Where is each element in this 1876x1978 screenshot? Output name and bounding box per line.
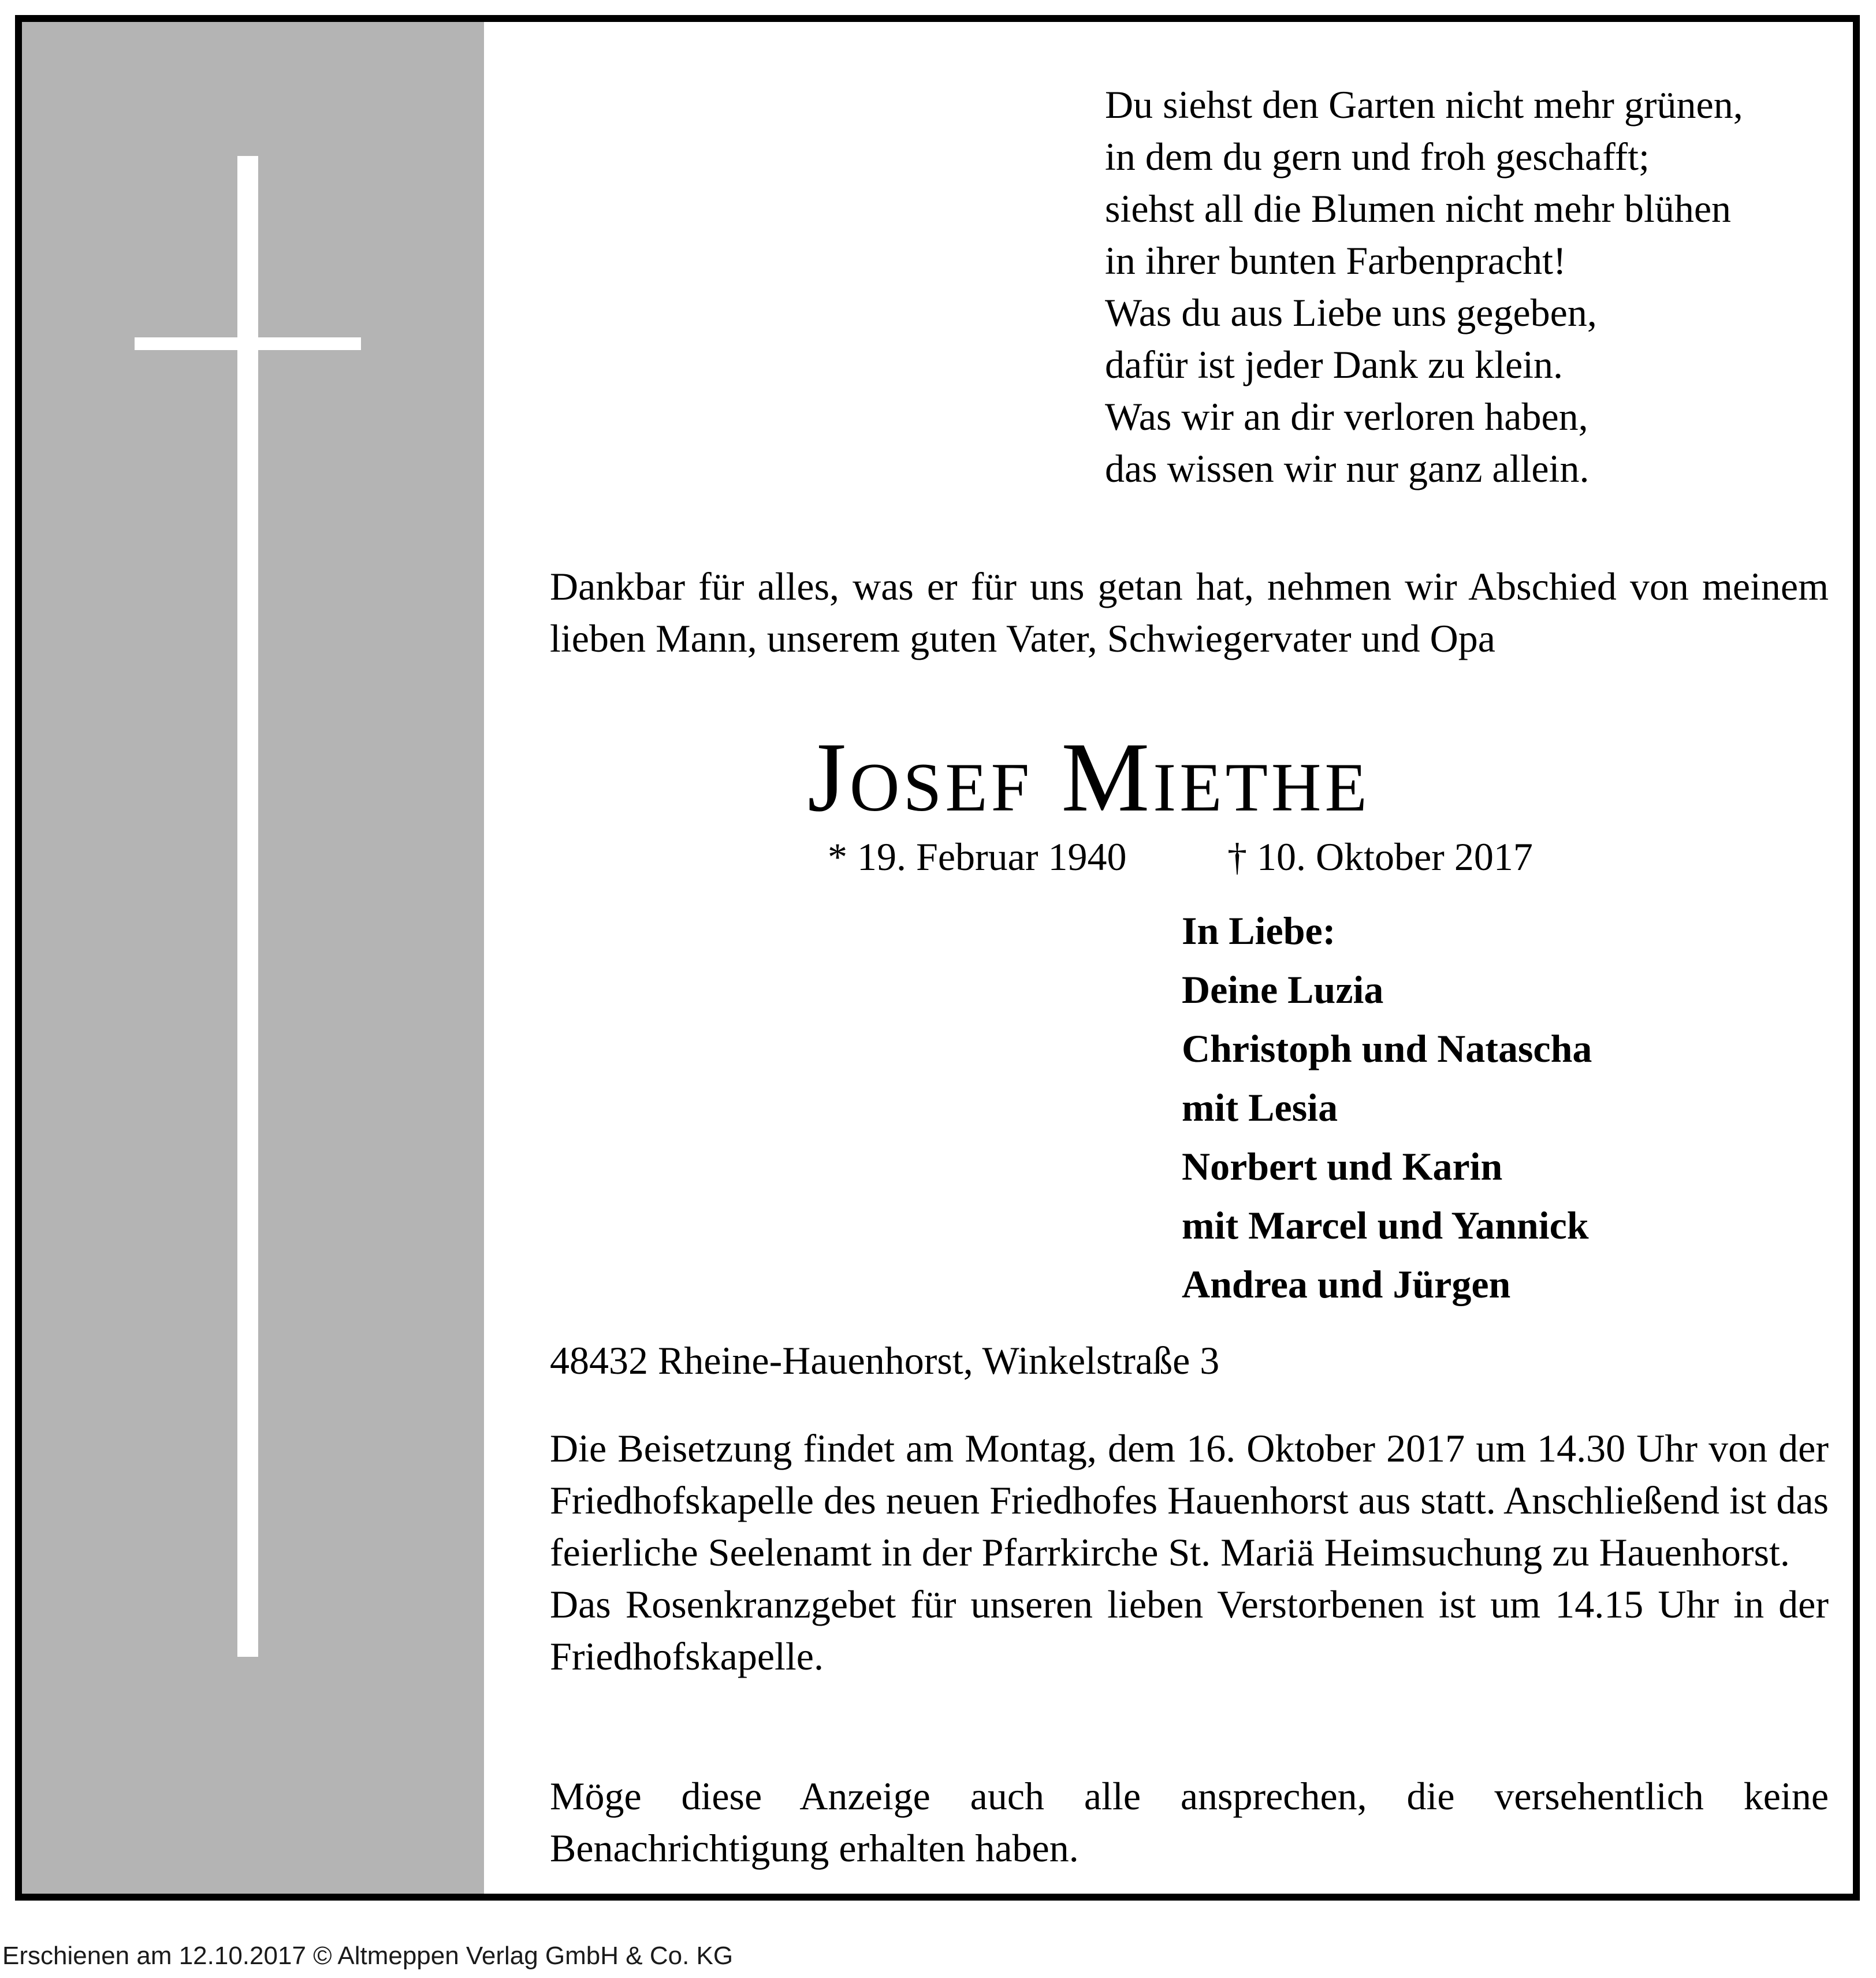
death-date: † 10. Oktober 2017 xyxy=(1227,835,1533,879)
poem-line: in dem du gern und froh geschafft; xyxy=(1105,135,1650,179)
family-list xyxy=(1182,901,1592,1314)
obituary-frame xyxy=(15,15,1860,1901)
family-line: Deine Luzia xyxy=(1182,968,1384,1012)
funeral-info xyxy=(550,1422,1829,1682)
funeral-service-text: Die Beisetzung findet am Montag, dem 16. Oktober 2017 um 14.30 Uhr von der Friedhofskapelle des neuen Friedhofes Hauenhorst aus statt. Anschließend ist das feierliche Seelenamt in der Pfarrkirche St. Mariä Heimsuchung zu Hauenhorst. xyxy=(550,1426,1829,1574)
family-line: mit Marcel und Yannick xyxy=(1182,1203,1589,1247)
side-panel xyxy=(22,22,484,1894)
cross-icon xyxy=(237,156,258,1657)
birth-date: * 19. Februar 1940 xyxy=(828,835,1127,879)
poem-line: Du siehst den Garten nicht mehr grünen, xyxy=(1105,83,1743,127)
cross-icon-bar xyxy=(135,337,361,350)
poem-line: das wissen wir nur ganz allein. xyxy=(1105,447,1590,490)
family-line: Andrea und Jürgen xyxy=(1182,1262,1511,1306)
poem-line: dafür ist jeder Dank zu klein. xyxy=(1105,343,1564,386)
poem-line: Was du aus Liebe uns gegeben, xyxy=(1105,291,1597,334)
family-line: In Liebe: xyxy=(1182,909,1336,953)
intro-text: Dankbar für alles, was er für uns getan hat, nehmen wir Abschied von meinem lieben Mann, unserem guten Vater, Schwiegervater und Opa xyxy=(550,564,1829,660)
family-line: Norbert und Karin xyxy=(1182,1144,1503,1188)
poem xyxy=(1105,79,1856,494)
poem-line: in ihrer bunten Farbenpracht! xyxy=(1105,239,1566,282)
poem-line: Was wir an dir verloren haben, xyxy=(1105,395,1588,438)
address: 48432 Rheine-Hauenhorst, Winkelstraße 3 xyxy=(550,1339,1220,1382)
poem-line: siehst all die Blumen nicht mehr blühen xyxy=(1105,187,1732,230)
family-line: mit Lesia xyxy=(1182,1085,1338,1129)
rosary-text: Das Rosenkranzgebet für unseren lieben Verstorbenen ist um 14.15 Uhr in der Friedhofskapelle. xyxy=(550,1582,1829,1678)
publication-footer: Erschienen am 12.10.2017 © Altmeppen Verlag GmbH & Co. KG xyxy=(2,1942,734,1970)
deceased-name: Josef Miethe xyxy=(807,723,1371,832)
family-line: Christoph und Natascha xyxy=(1182,1027,1592,1070)
closing-text: Möge diese Anzeige auch alle ansprechen, die versehentlich keine Benachrichtigung erhalten haben. xyxy=(550,1774,1829,1870)
